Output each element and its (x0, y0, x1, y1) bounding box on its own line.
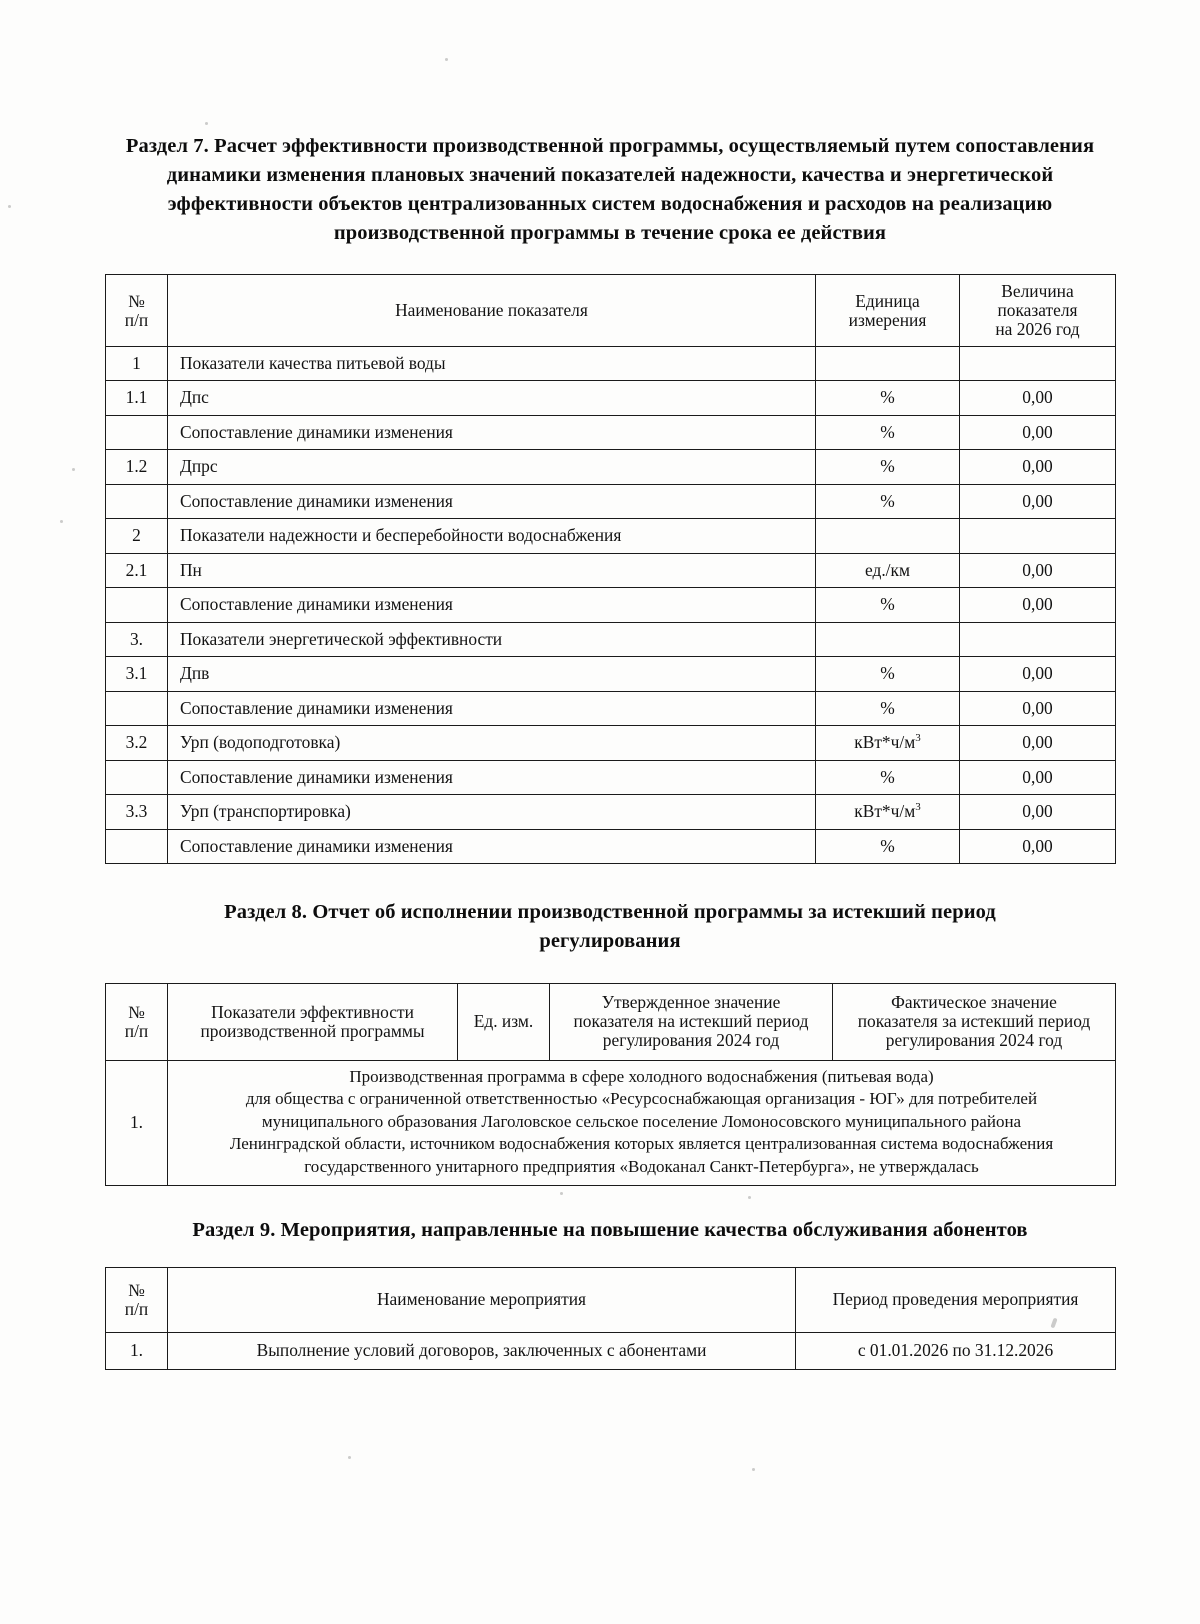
scan-speck (348, 1456, 351, 1459)
row-number: 3.2 (106, 726, 168, 761)
section-7-table-body (106, 346, 1116, 864)
row-indicator-name: Дпв (168, 657, 816, 692)
row-measure-period: с 01.01.2026 по 31.12.2026 (796, 1332, 1116, 1369)
row-value: 0,00 (960, 588, 1116, 623)
row-statement-text: Производственная программа в сфере холодного водоснабжения (питьевая вода) для общества с ограниченной ответственностью «Ресурсоснабжающая организация - ЮГ» для потребителей муниципального образования Лаголовское сельское поселение Ломоносовского муниципального района Ленинградской области, источником водоснабжения которых является централизованная система водоснабжения государственного унитарного предприятия «Водоканал Санкт-Петербурга», не утверждалась (168, 1060, 1116, 1185)
row-unit: $кВт*ч/м^3$ (816, 726, 960, 761)
row-number: 2 (106, 519, 168, 554)
table-row (106, 381, 1116, 416)
table-row (106, 1060, 1116, 1185)
section-8-table (105, 983, 1116, 1186)
row-unit (816, 622, 960, 657)
row-unit: ед./км (816, 553, 960, 588)
row-number: 1 (106, 346, 168, 381)
header-measure-period: Период проведения мероприятия (796, 1267, 1116, 1332)
section-9-label: Раздел 9. (192, 1218, 276, 1241)
table-row (106, 519, 1116, 554)
row-value: 0,00 (960, 450, 1116, 485)
row-value: 0,00 (960, 553, 1116, 588)
scan-speck (72, 468, 75, 471)
row-value: 0,00 (960, 760, 1116, 795)
row-number (106, 760, 168, 795)
table-header-row (106, 983, 1116, 1060)
table-row (106, 1332, 1116, 1369)
table-row (106, 553, 1116, 588)
row-value (960, 519, 1116, 554)
header-value-2026: Величина показателя на 2026 год (960, 275, 1116, 346)
section-7-title: Расчет эффективности производственной программы, осуществляемый путем сопоставления динамики изменения плановых значений показателей надежности, качества и энергетической эффективности объектов централизованных систем водоснабжения и расходов на реализацию производственной программы в течение срока ее действия (166, 135, 1095, 245)
row-indicator-name: Сопоставление динамики изменения (168, 829, 816, 864)
table-header-row (106, 1267, 1116, 1332)
row-unit: % (816, 829, 960, 864)
row-indicator-name: Сопоставление динамики изменения (168, 415, 816, 450)
table-row (106, 622, 1116, 657)
header-approved-value: Утвержденное значение показателя на истекший период регулирования 2024 год (550, 983, 833, 1060)
row-value: 0,00 (960, 484, 1116, 519)
row-value: 0,00 (960, 795, 1116, 830)
row-unit: % (816, 760, 960, 795)
table-row (106, 450, 1116, 485)
table-row (106, 657, 1116, 692)
header-unit: Ед. изм. (458, 983, 550, 1060)
row-number: 1.2 (106, 450, 168, 485)
row-indicator-name: Урп (транспортировка) (168, 795, 816, 830)
row-measure-name: Выполнение условий договоров, заключенных с абонентами (168, 1332, 796, 1369)
table-header-row (106, 275, 1116, 346)
row-unit (816, 519, 960, 554)
row-unit: % (816, 484, 960, 519)
section-9-table-body (106, 1332, 1116, 1369)
row-number (106, 415, 168, 450)
row-indicator-name: Дпрс (168, 450, 816, 485)
header-indicator-name: Наименование показателя (168, 275, 816, 346)
row-value: 0,00 (960, 726, 1116, 761)
row-value: 0,00 (960, 657, 1116, 692)
row-indicator-name: Дпс (168, 381, 816, 416)
table-row (106, 760, 1116, 795)
section-8-label: Раздел 8. (224, 901, 308, 924)
row-number: 1. (106, 1060, 168, 1185)
row-indicator-name: Сопоставление динамики изменения (168, 588, 816, 623)
section-7-label: Раздел 7. (125, 135, 209, 157)
header-number: № п/п (106, 275, 168, 346)
row-value: 0,00 (960, 829, 1116, 864)
table-row (106, 795, 1116, 830)
section-7-table (105, 274, 1116, 864)
row-value: 0,00 (960, 381, 1116, 416)
row-unit: % (816, 450, 960, 485)
header-number: № п/п (106, 1267, 168, 1332)
header-number: № п/п (106, 983, 168, 1060)
row-number (106, 829, 168, 864)
row-unit: % (816, 588, 960, 623)
row-number: 3. (106, 622, 168, 657)
row-unit: % (816, 691, 960, 726)
row-unit: % (816, 657, 960, 692)
row-indicator-name: Урп (водоподготовка) (168, 726, 816, 761)
row-number: 3.1 (106, 657, 168, 692)
section-9-table (105, 1267, 1116, 1370)
scan-speck (445, 58, 448, 61)
scan-speck (8, 205, 11, 208)
row-indicator-name: Сопоставление динамики изменения (168, 484, 816, 519)
document-content (105, 132, 1115, 1370)
row-value: 0,00 (960, 691, 1116, 726)
header-actual-value: Фактическое значение показателя за истекший период регулирования 2024 год (833, 983, 1116, 1060)
header-program-indicators: Показатели эффективности производственной программы (168, 983, 458, 1060)
row-indicator-name: Показатели энергетической эффективности (168, 622, 816, 657)
row-indicator-name: Показатели качества питьевой воды (168, 346, 816, 381)
table-row (106, 346, 1116, 381)
table-row (106, 415, 1116, 450)
header-unit: Единица измерения (816, 275, 960, 346)
row-indicator-name: Показатели надежности и бесперебойности водоснабжения (168, 519, 816, 554)
scan-speck (60, 520, 63, 523)
section-8-heading (105, 898, 1115, 956)
row-indicator-name: Сопоставление динамики изменения (168, 760, 816, 795)
section-8-title: Отчет об исполнении производственной программы за истекший период регулирования (312, 901, 996, 953)
row-number (106, 691, 168, 726)
row-value (960, 622, 1116, 657)
section-9-heading (105, 1216, 1115, 1245)
row-value (960, 346, 1116, 381)
row-number: 1.1 (106, 381, 168, 416)
row-number (106, 484, 168, 519)
row-value: 0,00 (960, 415, 1116, 450)
header-measure-name: Наименование мероприятия (168, 1267, 796, 1332)
row-indicator-name: Сопоставление динамики изменения (168, 691, 816, 726)
scan-speck (205, 122, 208, 125)
scan-speck (752, 1468, 755, 1471)
row-number (106, 588, 168, 623)
row-unit (816, 346, 960, 381)
row-unit: % (816, 381, 960, 416)
row-number: 1. (106, 1332, 168, 1369)
row-unit: $кВт*ч/м^3$ (816, 795, 960, 830)
table-row (106, 829, 1116, 864)
row-number: 2.1 (106, 553, 168, 588)
section-7-heading (105, 132, 1115, 248)
row-number: 3.3 (106, 795, 168, 830)
table-row (106, 726, 1116, 761)
table-row (106, 484, 1116, 519)
row-indicator-name: Пн (168, 553, 816, 588)
section-8-table-body (106, 1060, 1116, 1185)
row-unit: % (816, 415, 960, 450)
table-row (106, 588, 1116, 623)
section-9-title: Мероприятия, направленные на повышение качества обслуживания абонентов (280, 1218, 1028, 1241)
table-row (106, 691, 1116, 726)
